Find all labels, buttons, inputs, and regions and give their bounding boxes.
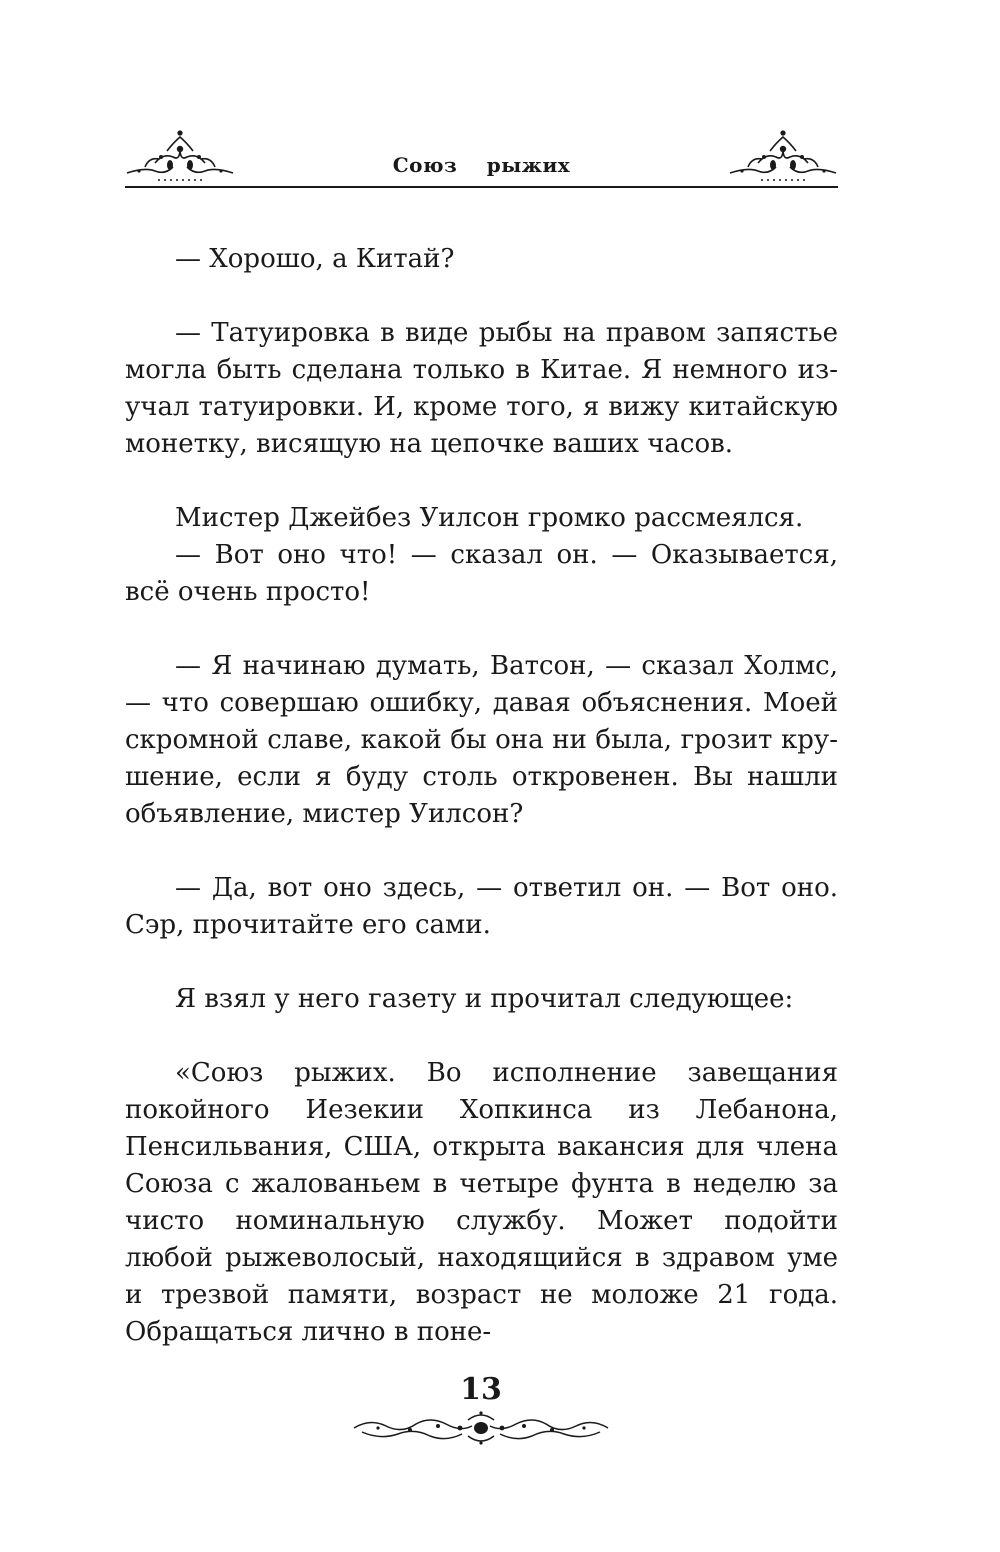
running-header <box>125 125 838 189</box>
running-title: Союз рыжих <box>392 153 571 177</box>
paragraph: Я взял у него газету и прочитал следующее: <box>175 984 794 1014</box>
page-footer <box>350 1372 612 1450</box>
paragraph: — Хорошо, а Китай? <box>175 244 455 274</box>
paragraph: — Да, вот оно здесь, — ответил он. — Вот оно. Сэр, прочитайте его сами. <box>125 873 838 940</box>
paragraph: Мистер Джейбез Уилсон громко рассмеялся. <box>175 503 804 533</box>
text-body <box>125 241 838 1351</box>
page-number: 13 <box>460 1372 502 1407</box>
paragraph: «Союз рыжих. Во исполнение завещания покойного Иезекии Хопкинса из Лебанона, Пенсильвания, США, открыта вакансия для члена Союза с жалованьем в четыре фунта в неделю за чисто номинальную службу. Может подойти любой рыжеволосый, находящийся в здравом уме и трезвой памяти, возраст не моложе 21 года. Обращаться лично в поне- <box>125 1058 838 1347</box>
flourish-ornament-right-icon <box>728 127 838 183</box>
header-rule <box>125 186 838 188</box>
paragraph: — Я начинаю думать, Ватсон, — сказал Холмс, — что совершаю ошибку, давая объяснения. Моей скромной славе, какой бы она ни была, грозит крушение, если я буду столь откровенен. Вы нашли объявление, мистер Уилсон? <box>125 651 838 829</box>
paragraph: — Вот оно что! — сказал он. — Оказывается, всё очень просто! <box>125 540 838 607</box>
paragraph: — Татуировка в виде рыбы на правом запястье могла быть сделана только в Китае. Я немного изучал татуировки. И, кроме того, я вижу китайскую монетку, висящую на цепочке ваших часов. <box>125 318 838 459</box>
footer-flourish-icon <box>350 1408 612 1448</box>
